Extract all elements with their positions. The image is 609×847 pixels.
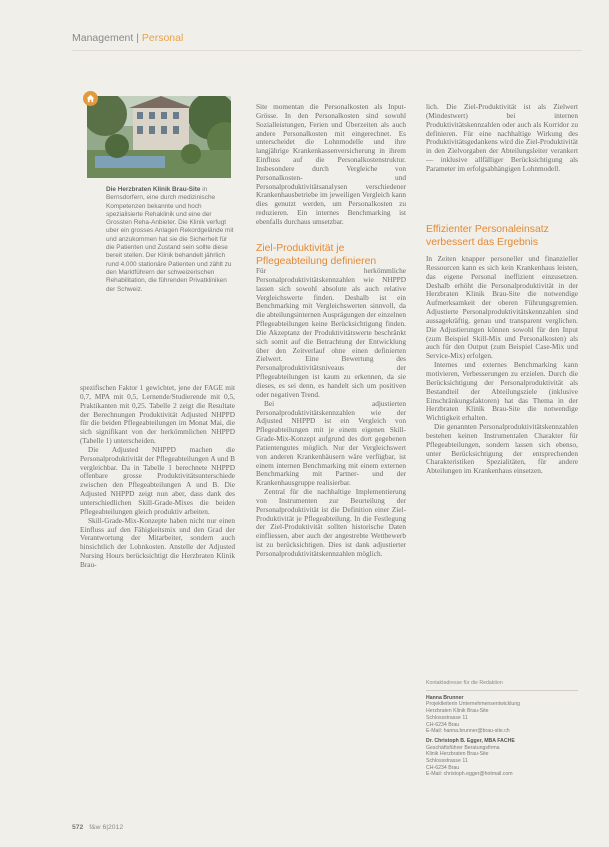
- section-heading: Effizienter Personaleinsatz verbessert das Ergebnis: [426, 224, 549, 248]
- contact-box: [426, 680, 578, 778]
- paragraph: Die Adjusted NHPPD machen die Personalproduktivität der Pflegeabteilungen A und B vergleichbar. Da in Tabelle 1 berechnete NHPPD offenbare grosse Produktivitätsunterschiede zwischen den Pflegeabteilungen A und B. Die Adjusted NHPPD zeigt nun aber, dass dank des unterschiedlichen Skill-Grade-Mixes die beiden Pflegeabteilungen gleich produktiv arbeiten.: [80, 444, 235, 516]
- section-heading: Ziel-Produktivität je Pflegeabteilung definieren: [256, 243, 377, 267]
- column-3-body: [426, 255, 578, 476]
- paragraph: Site momentan die Personalkosten als Input-Grösse. In den Personalkosten sind sowohl Sozialleistungen, Ferien und Überzeiten als auch andere Personalkosten mit eingerechnet. Es unterscheidet die Lohnmodelle und ihre langjährige Krankenkassenversicherung in ihrem Einfluss auf die Personalkostenstruktur. Insbesondere durch Vergleiche von Personalkosten- und Personalproduktivitätsanalysen verschiedener Krankenhausbetriebe im jeweiligen Vergleich kann dies genutzt werden, um Personalkosten zu reduzieren. Ein internes Benchmarking ist ebenfalls durchaus umsetzbar.: [256, 102, 406, 226]
- contact-line: CH-6234 Brau: [426, 764, 460, 771]
- column-2-top: [256, 103, 406, 227]
- caption-lead: Die Herzbraten Klinik Brau-Site: [106, 186, 201, 193]
- header-separator: |: [136, 32, 139, 44]
- paragraph: Skill-Grade-Mix-Konzepte haben nicht nur einen Einfluss auf den Fähigkeitsmix und den Grad der Verantwortung der Mitarbeiter, sondern auch hinsichtlich der Lohnkosten. Anstelle der Adjusted Nursing Hours berücksichtigt die Herzbraten Klinik Brau-: [80, 515, 235, 569]
- house-icon: [83, 91, 98, 106]
- contact-email[interactable]: E-Mail: christoph.egger@hotmail.com: [426, 771, 513, 778]
- paragraph: Zentral für die nachhaltige Implementierung von Instrumenten zur Beurteilung der Personalproduktivität ist die Definition einer Ziel-Produktivität je Pflegeabteilung. In die Festlegung der Ziel-Produktivität sollten historische Daten einfliessen, aber auch der angestrebte Wettbewerb ist zu berücksichtigen. Dies ist dank adjustierter Personalproduktivitätskennzahlen möglich.: [256, 487, 406, 558]
- contact-line: Schlossstrasse 11: [426, 758, 468, 765]
- running-header: [72, 32, 183, 44]
- paragraph: lich. Die Ziel-Produktivität ist als Zielwert (Mindestwert) bei internen Produktivitätskennzahlen oder auch als Korridor zu definieren. Für eine nachhaltige Wirkung des Produktivitätsgedankens wird die Ziel-Produktivität in den Zielvorgaben der Abteilungsleiter verankert — inklusive allfälliger Berücksichtigung als Parameter im erfolgsabhängigen Lohnmodell.: [426, 102, 578, 173]
- clinic-photo: [87, 96, 231, 178]
- paragraph: Bei adjustierten Personalproduktivitätskennzahlen wie der Adjusted NHPPD ist ein Vergleich von Pflegeabteilungen mit je einem eigenen Skill-Grade-Mix-Konzept aufgrund des dort gegebenen Patientengutes möglich. Nur der Vergleichswert von anderen Krankenhäusern wäre verfügbar, ist einem internen Benchmarking mit einem externen Benchmarking mit Partner- und der Krankenhausgruppe realisierbar.: [256, 398, 406, 488]
- contact-name: Dr. Christoph B. Egger, MBA FACHE: [426, 737, 515, 744]
- paragraph: Internes und externes Benchmarking kann motivieren, Verbesserungen zu erzielen. Durch die Berücksichtigung der Personalproduktivität als Bestandteil der Abteilungsziele (inklusive Einschränkungsfaktoren) hat das Thema in der Herzbraten Klinik Brau-Site die notwendige Wichtigkeit erhalten.: [426, 360, 578, 423]
- paragraph: Für herkömmliche Personalproduktivitätskennzahlen wie NHPPD lassen sich sowohl absolute als auch relative Vergleichswerte finden. Deshalb ist ein Benchmarking mit Vergleichswerten sinnvoll, da die abteilungsinternen Ausprägungen der einzelnen Pflegeabteilungen keine Berücksichtigung finden. Die Akzeptanz der Produktivitätswerte beschränkt sich somit auf die Betrachtung der Entwicklung über den Zeitverlauf ohne einen definierten Zielwert. Eine Bewertung des Personalproduktivitätsniveaus der Pflegeabteilungen ist kaum zu erkennen, da sie dieses, es sei denn, es handelt sich um positiven oder negativen Trend.: [256, 266, 406, 399]
- caption-text: in Bernsdorfern, eine durch medizinische Kompetenzen bekannte und hoch spezialisierte Rehaklinik und eine der Grossten Reha-Anbieter. Die Klinik verfugt uber ein grosses Anlagen Rekordgelände mit und anzukommen hat sie die Sicherheit für die Patienten und Zustand sein sollte diese bereit stellen. Der Klinik behandelt jährlich rund 4.000 stationäre Patienten und zählt zu den Marktführern der schweizerischen Rehabilitation, die führenden Privatkliniken der Schweiz.: [106, 186, 234, 293]
- contact-line: CH-6234 Brau: [426, 721, 460, 728]
- header-rule: [72, 50, 582, 51]
- contact-email[interactable]: E-Mail: hanna.brunner@brau-site.ch: [426, 728, 510, 735]
- paragraph: Die genannten Personalproduktivitätskennzahlen bestehen keinen Instrumentalen Charakter für Pflegeabteilungen, sondern lassen sich ebenso, unter Berücksichtigung der entsprechenden Charakteristiken Spezialitäten, für andere Abteilungen im Krankenhaus einsetzen.: [426, 422, 578, 476]
- contact-line: Geschäftsführer Beratungsfirma: [426, 744, 500, 751]
- contact-title: Kontaktadresse für die Redaktion: [426, 680, 578, 691]
- contact-line: Schlossstrasse 11: [426, 714, 468, 721]
- contact-line: Herzbraten Klinik Brau-Site: [426, 708, 489, 715]
- column-2-body: [256, 267, 406, 559]
- header-section: Management: [72, 32, 134, 44]
- contact-name: Hanna Brunner: [426, 694, 464, 701]
- journal-name: f&w 6|2012: [89, 824, 124, 831]
- paragraph: In Zeiten knapper personeller und finanzieller Ressourcen kann es sich kein Krankenhaus leisten, das eigene Personal ineffizient einzusetzen. Deshalb erhöht die Personalproduktivität in der Herzbraten Klinik Brau-Site die notwendige Aufmerksamkeit der oberen Führungsgremien. Adjustierte Personalproduktivitätskennzahlen sind aussagekräftig, genau und transparent verglichen. Die Adjustierungen können sowohl für den Input (zum Beispiel Skill-Mix und Personalkosten) als auch für den Output (zum Beispiel Case-Mix und Service-Mix) erfolgen.: [426, 254, 578, 361]
- contact-line: Projektleiterin Unternehmensentwicklung: [426, 701, 520, 708]
- column-1: [80, 384, 235, 570]
- contact-line: Klinik Herzbraten Brau-Site: [426, 751, 489, 758]
- paragraph: spezifischen Faktor 1 gewichtet, jene der FAGE mit 0,7, MPA mit 0,5, Lernende/Studierende mit 0,5, Praktikanten mit 0,25. Tabelle 2 zeigt die Resultate der Berechnungen Produktivität Adjusted NHPPD für die beiden Pflegeabteilungen im Monat Mai, die sich signifikant von der herkömmlichen NHPPD (Tabelle 1) unterscheiden.: [80, 383, 235, 446]
- page-number: 572: [72, 824, 84, 831]
- photo-caption: [106, 186, 234, 294]
- column-3-top: [426, 103, 578, 174]
- page-footer: [72, 824, 123, 831]
- header-subsection: Personal: [141, 32, 184, 44]
